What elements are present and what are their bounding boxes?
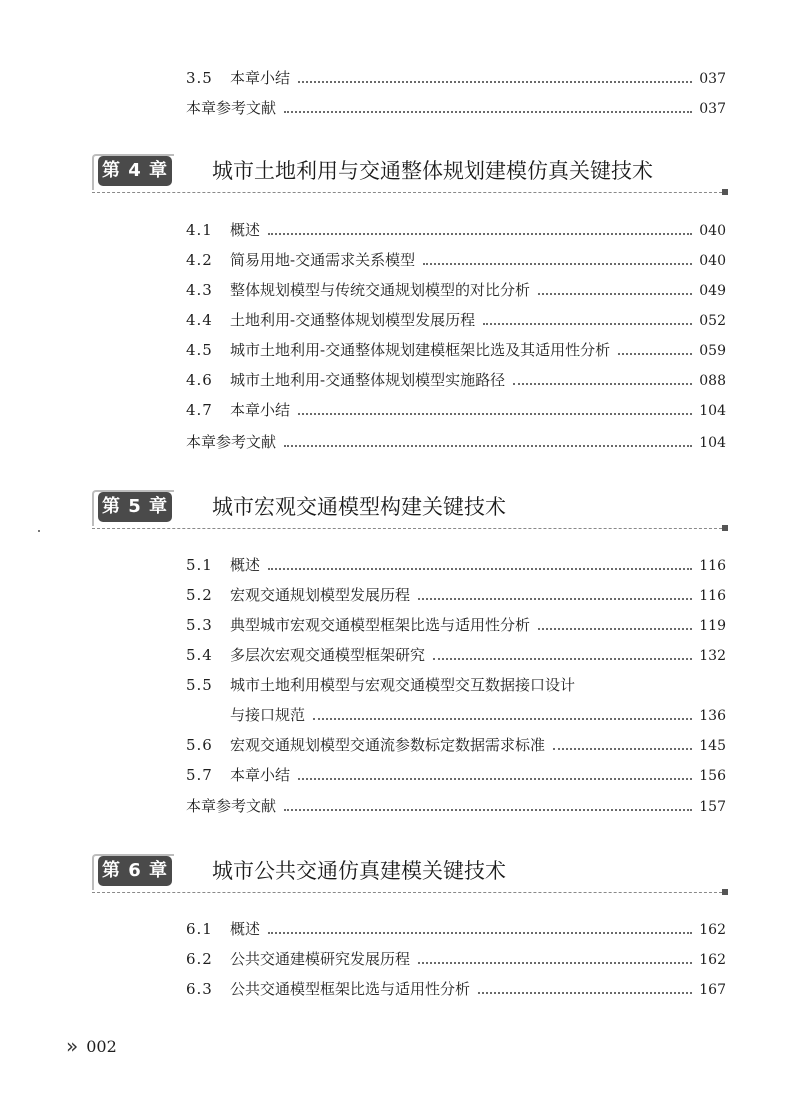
section-number: 5.3 bbox=[186, 616, 213, 634]
section-title: 与接口规范 bbox=[230, 706, 306, 724]
section-number: 5.6 bbox=[186, 736, 213, 754]
section-title: 公共交通建模研究发展历程 bbox=[230, 950, 411, 968]
section-number: 5.7 bbox=[186, 766, 213, 784]
section-title: 宏观交通规划模型发展历程 bbox=[230, 586, 411, 604]
page-number: 052 bbox=[699, 313, 726, 329]
toc-entry[interactable] bbox=[186, 250, 726, 271]
dot-leader bbox=[298, 413, 692, 415]
section-title: 宏观交通规划模型交通流参数标定数据需求标准 bbox=[230, 736, 546, 754]
page-number: 119 bbox=[699, 618, 726, 634]
chapter-header[interactable] bbox=[92, 854, 728, 894]
page-footer bbox=[66, 1034, 117, 1058]
toc-entry[interactable] bbox=[186, 340, 726, 361]
section-number: 4.7 bbox=[186, 401, 213, 419]
page-number: 157 bbox=[699, 799, 726, 815]
dot-leader bbox=[418, 962, 692, 964]
section-title: 本章小结 bbox=[230, 401, 291, 419]
toc-entry[interactable] bbox=[186, 735, 726, 756]
page-number: 037 bbox=[699, 101, 726, 117]
page-number: 162 bbox=[699, 922, 726, 938]
section-number: 3.5 bbox=[186, 69, 213, 87]
chapter-label: 第 5 章 bbox=[98, 492, 172, 522]
toc-entry[interactable] bbox=[186, 280, 726, 301]
dot-leader bbox=[284, 445, 692, 447]
section-number: 4.4 bbox=[186, 311, 213, 329]
dot-leader bbox=[483, 323, 692, 325]
chapter-title: 城市土地利用与交通整体规划建模仿真关键技术 bbox=[212, 159, 653, 183]
page-number: 104 bbox=[699, 435, 726, 451]
toc-entry[interactable] bbox=[186, 796, 726, 817]
section-title: 本章小结 bbox=[230, 69, 291, 87]
section-number: 6.2 bbox=[186, 950, 213, 968]
section-title: 概述 bbox=[230, 221, 261, 239]
toc-entry[interactable] bbox=[186, 919, 726, 940]
chapter-header[interactable] bbox=[92, 490, 728, 530]
toc-entry[interactable] bbox=[186, 220, 726, 241]
section-title: 概述 bbox=[230, 920, 261, 938]
rule-end-marker bbox=[722, 189, 728, 195]
dot-leader bbox=[513, 383, 692, 385]
page-number: 049 bbox=[699, 283, 726, 299]
section-number: 4.5 bbox=[186, 341, 213, 359]
dot-leader bbox=[478, 992, 692, 994]
toc-entry[interactable] bbox=[186, 765, 726, 786]
chapter-header[interactable] bbox=[92, 154, 728, 194]
chapter-rule bbox=[92, 892, 722, 893]
page-number: 132 bbox=[699, 648, 726, 664]
section-title: 本章参考文献 bbox=[186, 433, 277, 451]
rule-end-marker bbox=[722, 525, 728, 531]
dot-leader bbox=[538, 293, 692, 295]
chapter-label: 第 4 章 bbox=[98, 156, 172, 186]
toc-entry[interactable] bbox=[186, 949, 726, 970]
section-number: 4.6 bbox=[186, 371, 213, 389]
footer-page-number: 002 bbox=[86, 1036, 117, 1056]
section-number: 6.3 bbox=[186, 980, 213, 998]
page-number: 104 bbox=[699, 403, 726, 419]
chapter-rule bbox=[92, 192, 722, 193]
section-title: 城市土地利用-交通整体规划模型实施路径 bbox=[230, 371, 506, 389]
section-title: 多层次宏观交通模型框架研究 bbox=[230, 646, 426, 664]
dot-leader bbox=[618, 353, 692, 355]
page-number: 059 bbox=[699, 343, 726, 359]
section-title: 整体规划模型与传统交通规划模型的对比分析 bbox=[230, 281, 531, 299]
toc-entry[interactable] bbox=[186, 432, 726, 453]
chapter-rule bbox=[92, 528, 722, 529]
dot-leader bbox=[298, 778, 692, 780]
section-title: 城市土地利用模型与宏观交通模型交互数据接口设计 bbox=[230, 676, 576, 694]
page-number: 037 bbox=[699, 71, 726, 87]
section-number: 4.3 bbox=[186, 281, 213, 299]
section-number: 4.2 bbox=[186, 251, 213, 269]
dot-leader bbox=[418, 598, 692, 600]
page-number: 116 bbox=[699, 588, 726, 604]
page-number: 136 bbox=[699, 708, 726, 724]
toc-entry[interactable] bbox=[186, 98, 726, 119]
section-number: 4.1 bbox=[186, 221, 213, 239]
page-number: 116 bbox=[699, 558, 726, 574]
dot-leader bbox=[298, 81, 692, 83]
dot-leader bbox=[538, 628, 692, 630]
rule-end-marker bbox=[722, 889, 728, 895]
section-number: 5.5 bbox=[186, 676, 213, 694]
chapter-title: 城市公共交通仿真建模关键技术 bbox=[212, 859, 506, 883]
dot-leader bbox=[284, 111, 692, 113]
page-number: 040 bbox=[699, 253, 726, 269]
dot-leader bbox=[268, 932, 692, 934]
toc-entry-continuation[interactable] bbox=[230, 705, 726, 726]
chapter-title: 城市宏观交通模型构建关键技术 bbox=[212, 495, 506, 519]
page-number: 040 bbox=[699, 223, 726, 239]
toc-entry[interactable] bbox=[186, 979, 726, 1000]
toc-entry[interactable] bbox=[186, 615, 726, 636]
section-title: 典型城市宏观交通模型框架比选与适用性分析 bbox=[230, 616, 531, 634]
toc-entry[interactable] bbox=[186, 400, 726, 421]
dot-leader bbox=[423, 263, 692, 265]
section-title: 本章参考文献 bbox=[186, 797, 277, 815]
toc-entry[interactable] bbox=[186, 585, 726, 606]
section-title: 概述 bbox=[230, 556, 261, 574]
section-title: 本章小结 bbox=[230, 766, 291, 784]
dot-leader bbox=[268, 233, 692, 235]
page-number: 156 bbox=[699, 768, 726, 784]
section-number: 5.4 bbox=[186, 646, 213, 664]
section-title: 城市土地利用-交通整体规划建模框架比选及其适用性分析 bbox=[230, 341, 611, 359]
toc-entry[interactable] bbox=[186, 645, 726, 666]
page-number: 088 bbox=[699, 373, 726, 389]
toc-entry[interactable] bbox=[186, 555, 726, 576]
dot-leader bbox=[284, 809, 692, 811]
dot-leader bbox=[553, 748, 692, 750]
section-title: 公共交通模型框架比选与适用性分析 bbox=[230, 980, 471, 998]
dot-leader bbox=[268, 568, 692, 570]
toc-entry[interactable] bbox=[186, 68, 726, 89]
section-title: 简易用地-交通需求关系模型 bbox=[230, 251, 416, 269]
page-number: 162 bbox=[699, 952, 726, 968]
scan-speck bbox=[38, 530, 40, 532]
double-chevron-right-icon: » bbox=[66, 1034, 79, 1058]
toc-entry[interactable] bbox=[186, 370, 726, 391]
section-number: 6.1 bbox=[186, 920, 213, 938]
section-title: 本章参考文献 bbox=[186, 99, 277, 117]
section-number: 5.2 bbox=[186, 586, 213, 604]
page-number: 167 bbox=[699, 982, 726, 998]
page-number: 145 bbox=[699, 738, 726, 754]
section-title: 土地利用-交通整体规划模型发展历程 bbox=[230, 311, 476, 329]
toc-entry[interactable] bbox=[186, 310, 726, 331]
dot-leader bbox=[433, 658, 692, 660]
chapter-label: 第 6 章 bbox=[98, 856, 172, 886]
toc-entry[interactable] bbox=[186, 675, 726, 695]
section-number: 5.1 bbox=[186, 556, 213, 574]
dot-leader bbox=[313, 718, 692, 720]
